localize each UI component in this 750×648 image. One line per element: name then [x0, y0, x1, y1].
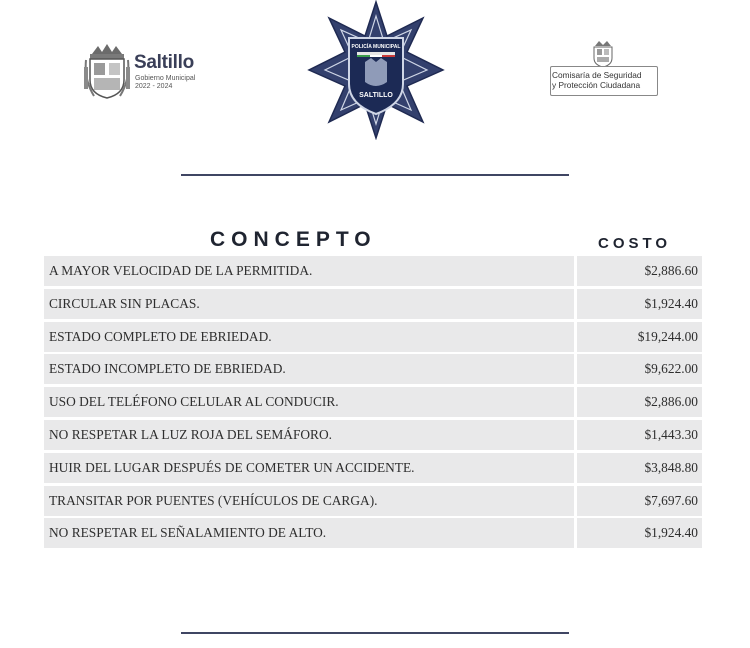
- table-row: [44, 453, 702, 483]
- commission-line1: Comisaría de Seguridad: [552, 70, 642, 80]
- cost-column-header: COSTO: [598, 235, 672, 252]
- fine-concept-cell: ESTADO INCOMPLETO DE EBRIEDAD.: [44, 354, 574, 384]
- fines-table: [44, 256, 702, 551]
- fine-cost-cell: $1,924.40: [577, 289, 702, 319]
- saltillo-subtitle-line1: Gobierno Municipal: [135, 75, 196, 82]
- badge-top-text: POLICÍA MUNICIPAL: [351, 44, 401, 50]
- fine-concept-cell: A MAYOR VELOCIDAD DE LA PERMITIDA.: [44, 256, 574, 286]
- commission-text: [552, 71, 656, 90]
- document-header: [0, 0, 750, 150]
- fine-cost-cell: $9,622.00: [577, 354, 702, 384]
- table-row: [44, 518, 702, 548]
- fine-cost-cell: $3,848.80: [577, 453, 702, 483]
- fine-concept-cell: USO DEL TELÉFONO CELULAR AL CONDUCIR.: [44, 387, 574, 417]
- commission-line2: y Protección Ciudadana: [552, 79, 641, 90]
- fine-cost-cell: $1,924.40: [577, 518, 702, 548]
- police-star-badge-icon: [305, 0, 447, 140]
- saltillo-logo: [84, 40, 224, 102]
- commission-logo: [548, 40, 662, 104]
- badge-bottom-text: SALTILLO: [359, 92, 393, 99]
- table-row: [44, 322, 702, 352]
- fine-concept-cell: NO RESPETAR LA LUZ ROJA DEL SEMÁFORO.: [44, 420, 574, 450]
- fine-concept-cell: CIRCULAR SIN PLACAS.: [44, 289, 574, 319]
- table-row: [44, 289, 702, 319]
- table-row: [44, 387, 702, 417]
- saltillo-crest-icon: [84, 40, 130, 102]
- table-row: [44, 256, 702, 286]
- table-row: [44, 354, 702, 384]
- fine-concept-cell: TRANSITAR POR PUENTES (VEHÍCULOS DE CARGA).: [44, 486, 574, 516]
- fine-cost-cell: $2,886.60: [577, 256, 702, 286]
- table-row: [44, 420, 702, 450]
- fine-cost-cell: $19,244.00: [577, 322, 702, 352]
- police-badge: [305, 0, 447, 145]
- fine-cost-cell: $2,886.00: [577, 387, 702, 417]
- fine-cost-cell: $7,697.60: [577, 486, 702, 516]
- saltillo-name: Saltillo: [134, 52, 194, 73]
- bottom-divider: [181, 632, 569, 634]
- saltillo-subtitle-line2: 2022 - 2024: [135, 83, 173, 90]
- fine-cost-cell: $1,443.30: [577, 420, 702, 450]
- fine-concept-cell: NO RESPETAR EL SEÑALAMIENTO DE ALTO.: [44, 518, 574, 548]
- commission-crest-icon: [592, 40, 614, 68]
- fine-concept-cell: HUIR DEL LUGAR DESPUÉS DE COMETER UN ACCIDENTE.: [44, 453, 574, 483]
- top-divider: [181, 174, 569, 176]
- concept-column-header: CONCEPTO: [210, 228, 377, 251]
- table-row: [44, 486, 702, 516]
- saltillo-subtitle: [135, 75, 195, 91]
- fine-concept-cell: ESTADO COMPLETO DE EBRIEDAD.: [44, 322, 574, 352]
